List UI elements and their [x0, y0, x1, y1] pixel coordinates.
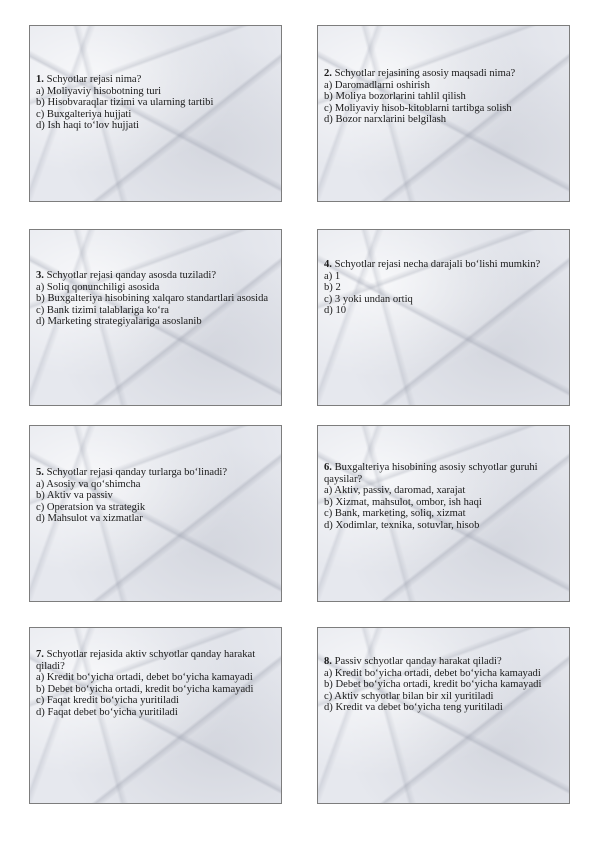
question-text	[36, 270, 275, 282]
answer-option: c) Bank tizimi talablariga ko‘ra	[36, 304, 169, 316]
question-text	[36, 649, 275, 672]
question-label: Schyotlar rejasida aktiv schyotlar qanday harakat qiladi?	[36, 649, 256, 672]
answer-option: d) Kredit va debet bo‘yicha teng yuritiladi	[324, 702, 503, 714]
question-text	[36, 467, 275, 479]
answer-option: b) Moliya bozorlarini tahlil qilish	[324, 91, 466, 103]
answer-option: c) Bank, marketing, soliq, xizmat	[324, 508, 466, 520]
question-number: 1.	[36, 74, 44, 85]
answer-option: d) Marketing strategiyalariga asoslanib	[36, 316, 202, 328]
card-content	[36, 649, 275, 719]
answer-option: a) Soliq qonunchiligi asosida	[36, 281, 160, 293]
question-text	[324, 462, 563, 485]
answer-option: a) Aktiv, passiv, daromad, xarajat	[324, 485, 466, 497]
question-number: 2.	[324, 68, 332, 79]
answer-option: c) Moliyaviy hisob-kitoblarni tartibga solish	[324, 102, 512, 114]
answer-option: b) Debet bo‘yicha ortadi, kredit bo‘yicha kamayadi	[36, 683, 254, 695]
answer-option: d) Xodimlar, texnika, sotuvlar, hisob	[324, 519, 480, 531]
question-number: 3.	[36, 270, 44, 281]
card-content	[36, 467, 275, 525]
answer-option: b) Xizmat, mahsulot, ombor, ish haqi	[324, 496, 482, 508]
card-content	[324, 656, 563, 714]
quiz-card-5	[29, 425, 282, 602]
answer-option: a) 1	[324, 270, 341, 282]
answer-option: a) Kredit bo‘yicha ortadi, debet bo‘yicha kamayadi	[324, 667, 541, 679]
answer-option: a) Moliyaviy hisobotning turi	[36, 85, 162, 97]
card-content	[36, 270, 275, 328]
card-content	[324, 462, 563, 532]
answer-option: d) Ish haqi to‘lov hujjati	[36, 120, 139, 132]
answer-option: c) Operatsion va strategik	[36, 501, 146, 513]
answer-option: a) Asosiy va qo‘shimcha	[36, 478, 141, 490]
question-label: Buxgalteriya hisobining asosiy schyotlar guruhi qaysilar?	[324, 462, 538, 485]
answer-option: b) Hisobvaraqlar tizimi va ularning tartibi	[36, 97, 214, 109]
quiz-card-8	[317, 627, 570, 804]
quiz-card-1	[29, 25, 282, 202]
answer-option: a) Daromadlarni oshirish	[324, 79, 430, 91]
question-text	[324, 68, 563, 80]
answer-option: c) Faqat kredit bo‘yicha yuritiladi	[36, 695, 179, 707]
quiz-card-4	[317, 229, 570, 406]
answer-option: c) Aktiv schyotlar bilan bir xil yuritiladi	[324, 690, 494, 702]
card-content	[324, 68, 563, 126]
question-label: Passiv schyotlar qanday harakat qiladi?	[334, 656, 502, 667]
quiz-card-3	[29, 229, 282, 406]
question-label: Schyotlar rejasi necha darajali bo‘lishi mumkin?	[334, 259, 541, 270]
question-text	[36, 74, 275, 86]
question-number: 5.	[36, 467, 44, 478]
question-number: 4.	[324, 259, 332, 270]
question-number: 8.	[324, 656, 332, 667]
card-content	[324, 259, 563, 317]
quiz-card-6	[317, 425, 570, 602]
card-content	[36, 74, 275, 132]
answer-option: c) Buxgalteriya hujjati	[36, 108, 132, 120]
answer-option: d) 10	[324, 305, 347, 317]
answer-option: b) Debet bo‘yicha ortadi, kredit bo‘yicha kamayadi	[324, 679, 542, 691]
answer-option: b) Buxgalteriya hisobining xalqaro standartlari asosida	[36, 293, 269, 305]
question-number: 6.	[324, 462, 332, 473]
answer-option: b) Aktiv va passiv	[36, 490, 113, 502]
question-label: Schyotlar rejasining asosiy maqsadi nima?	[334, 68, 516, 79]
question-label: Schyotlar rejasi nima?	[46, 74, 142, 85]
answer-option: c) 3 yoki undan ortiq	[324, 293, 413, 305]
question-text	[324, 656, 563, 668]
quiz-card-2	[317, 25, 570, 202]
answer-option: a) Kredit bo‘yicha ortadi, debet bo‘yicha kamayadi	[36, 672, 253, 684]
question-number: 7.	[36, 649, 44, 660]
answer-option: d) Mahsulot va xizmatlar	[36, 513, 143, 525]
question-label: Schyotlar rejasi qanday turlarga bo‘linadi?	[46, 467, 228, 478]
question-label: Schyotlar rejasi qanday asosda tuziladi?	[46, 270, 217, 281]
answer-option: b) 2	[324, 282, 341, 294]
answer-option: d) Faqat debet bo‘yicha yuritiladi	[36, 706, 178, 718]
question-text	[324, 259, 563, 271]
answer-option: d) Bozor narxlarini belgilash	[324, 114, 447, 126]
quiz-card-7	[29, 627, 282, 804]
